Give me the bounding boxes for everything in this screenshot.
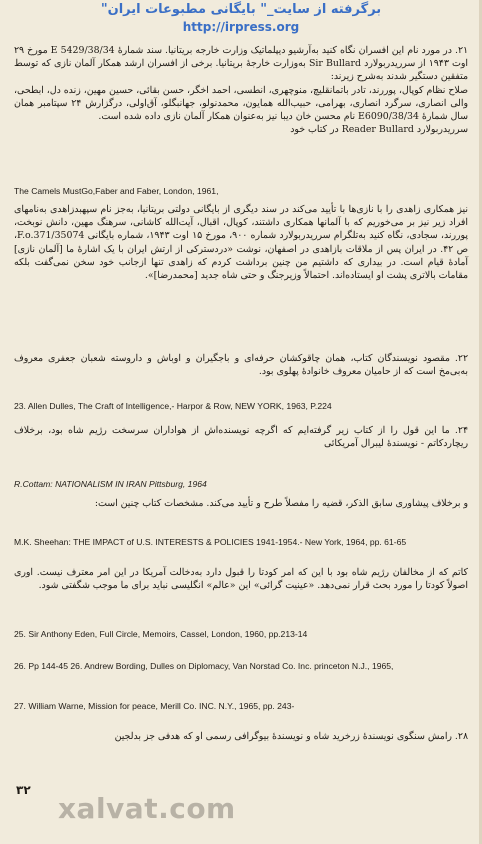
note-27-reference: 27. William Warne, Mission for peace, Merill Co. INC. N.Y., 1965, pp. 243- (14, 701, 295, 711)
header-source-text: برگرفته از سایت_" بایگانی مطبوعات ایران" (100, 2, 382, 17)
note-26-reference: 26. Pp 144-45 26. Andrew Bording, Dulles on Diplomacy, Van Norstad Co. Inc. princeton N.J., 1965, (14, 661, 394, 671)
page-number: ۳۲ (16, 783, 31, 797)
note-23-reference: 23. Allen Dulles, The Craft of Intelligence,- Harpor & Row, NEW YORK, 1963, P.224 (14, 401, 332, 411)
site-header (0, 0, 482, 40)
note-22: ۲۲. مقصود نویسندگان کتاب، همان چاقوکشان حرفه‌ای و باجگیران و اوباش و داروسته شعبان جعفری معروف به‌بی‌مخ است که از حامیان معروف خانوادهٔ پهلوی بود. (14, 353, 468, 378)
note-25-reference: 25. Sir Anthony Eden, Full Circle, Memoirs, Cassel, London, 1960, pp.213-14 (14, 629, 308, 639)
note-21: ۲۱. در مورد نام این افسران نگاه کنید به‌آرشیو دیپلماتیک وزارت خارجه بریتانیا. سند شمارهٔ E 5429/38/34 مورخ ۲۹ اوت ۱۹۴۳ از سرریدربولارد Sir Bullard به‌وزارت خارجهٔ بریتانیا. برخی از افسران ارشد همکار آلمان نازی که توسط متفقین دستگیر شدند به‌شرح زیرند: صلاح نظام کوپال، پوررند، تادر باتمانقلیچ، منوچهری، انطسی، احمد اخگر، حسن بقائی، حسین مهین، زنده دل، ابطحی، والی انصاری، سرگرد انصاری، بهرامی، حبیب‌الله همایون، محمدنولو، جهانبگلو، آق‌اولی، درگزارش ۲۴ سپتامبر همان سال شمارهٔ E6090/38/34 نام محسن خان دیبا نیز به‌عنوان همکار آلمان نازی داده شده است. سرریدربولارد Reader Bullard در کتاب خود (14, 45, 469, 136)
watermark: xalvat.com (58, 792, 236, 825)
header-url: http://irpress.org (182, 20, 300, 34)
note-24-continued: و برخلاف پیشاوری سابق الذکر، قضیه را مفصلاً طرح و تأیید می‌کند. مشخصات کتاب چنین است: (94, 498, 468, 509)
note-24-commentary: کاتم که از مخالفان رژیم شاه بود با این که امر کودتا را قبول دارد به‌دخالت آمریکا در این امر معترف نیست. اوری اصولاً کودتا را مورد بحث قرار نمی‌دهد. «عینیت گرائی» این «عالم» انگلیسی نباید برای ما موجب شگفتی شود. (14, 567, 468, 592)
note-24-reference-2: M.K. Sheehan: THE IMPACT of U.S. INTERESTS & POLICIES 1941-1954.- New York, 1964, pp. 61-65 (14, 537, 407, 547)
note-28: ۲۸. رامش سنگوی نویسندهٔ زرخرید شاه و نویسندهٔ بیوگرافی رسمی او که هدفی جز بدلجین (114, 731, 468, 742)
note-21-reference: The Camels MustGo,Faber and Faber, London, 1961, (14, 186, 219, 196)
note-24: ۲۴. ما این قول را از کتاب زیر گرفته‌ایم که اگرچه نویسنده‌اش از هواداران سرسخت رژیم شاه بود، برخلاف ریچاردکاتم - نویسندهٔ لیبرال آمریکائی (14, 425, 468, 450)
note-24-reference: R.Cottam: NATIONALISM IN IRAN Pittsburg, 1964 (14, 479, 207, 489)
note-21-continued: نیز همکاری زاهدی را با نازی‌ها با تأیید می‌کند در سند دیگری از بایگانی دولتی بریتانیا، به‌جز نام سپهبدزاهدی به‌نامهای افراد زیر نیز بر می‌خوریم که با آلمانها همکاری داشتند، کوپال، اقبال، آیت‌الله کاشانی، سرهنگ مهین، دانش نوبخت، پوررند، سجادی، نگاه کنید به‌تلگرام سرریدربولارد شماره ۹۰۰، مورخ ۱۵ اوت ۱۹۴۳، شماره بایگانی F.o.371/35074، ص ۴۲. در ایران پس از ملاقات بازاهدی در اصفهان، نوشت «دردسترکی از ارتش ایران با یک اشارهٔ ما [آلمان نازی] آمادهٔ قیام است. در بیداری که داشتیم من چنین برداشت کردم که زاهدی تنها ازجانب خود سخن نمی‌گفت بلکه مقامات بالاتری پشت او ایستاده‌اند. احتمالاً وزیرجنگ و حتی شاه جدید [محمدرضا]». (14, 204, 468, 282)
